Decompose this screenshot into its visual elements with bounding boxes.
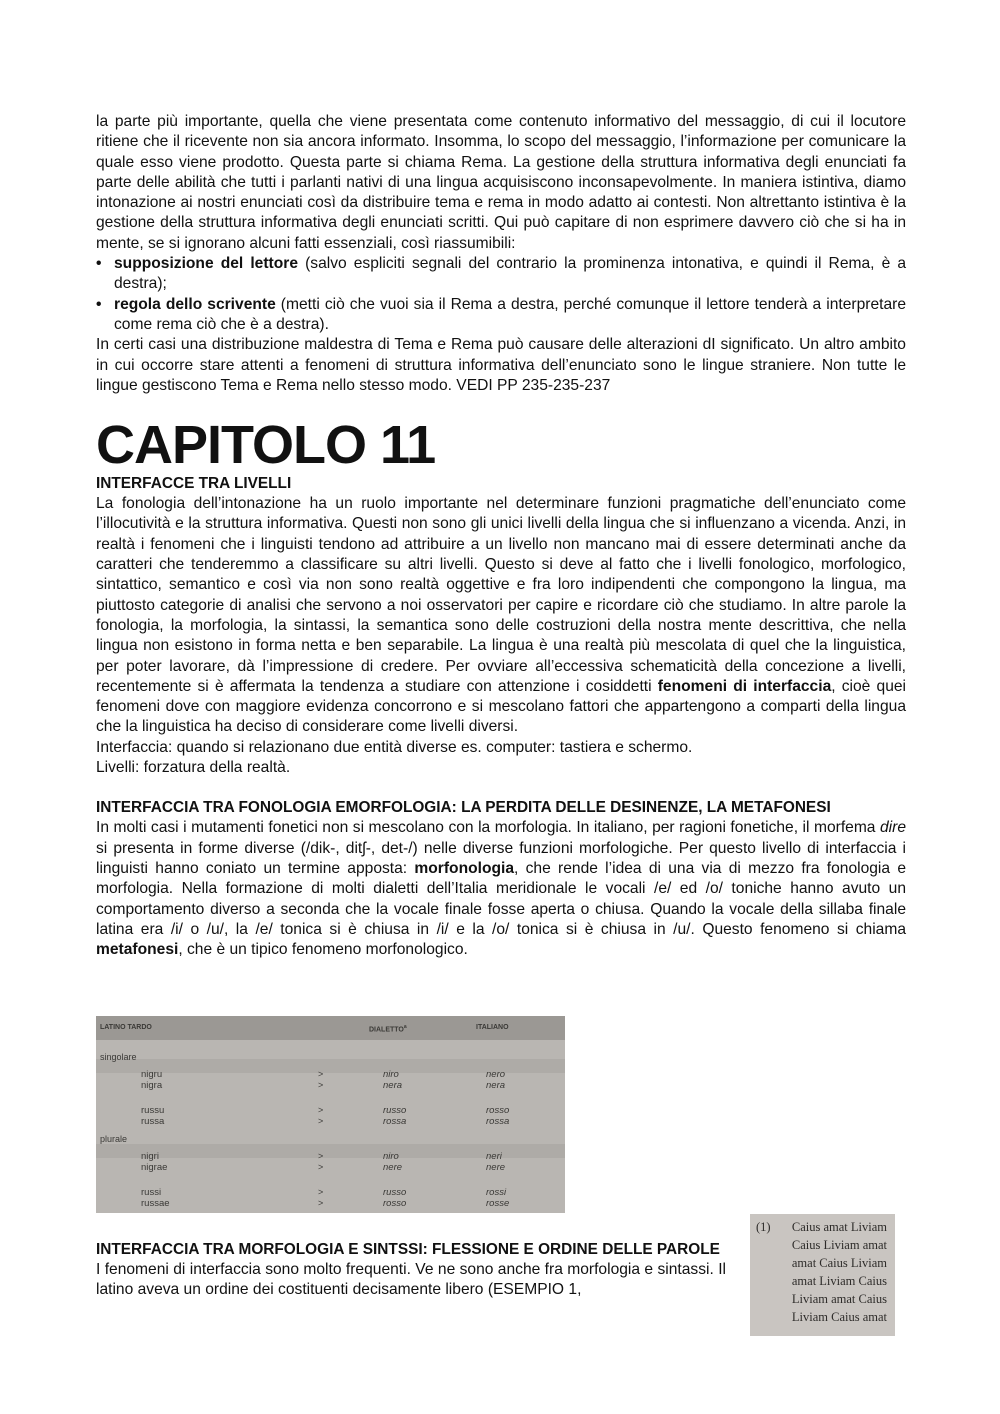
table-cell: nigrae bbox=[141, 1162, 168, 1173]
latin-example-image bbox=[750, 1214, 895, 1336]
chapter-paragraph: La fonologia dell’intonazione ha un ruolo importante nel determinare funzioni pragmatiche dell’enunciato come l’illocutività e la struttura informativa. Questi non sono gli unici livelli della lingua che si influenzano a vicenda. Anzi, in realtà i fenomeni che i linguisti tendono ad attribuire a un livello non mancano mai di essere determinati anche da caratteri che tenderemmo a classificare su altri livelli. Questo si deve al fatto che i livelli fonologico, morfologico, sintattico, semantico e così via non sono realtà oggettive e fra loro indipendenti che compongono la lingua, ma piuttosto categorie di analisi che servono a noi osservatori per capire e ricordare ciò che studiamo. In altre parole la fonologia, la morfologia, la sintassi, la semantica sono delle costruzioni della nostra mente descrittiva, che nella lingua non esistono in forma netta e ben separabile. La lingua è una realtà più mescolata di quel che la linguistica, per poter lavorare, dà l’impressione di credere. Per ovviare all’eccessiva schematicità della concezione a livelli, recentemente si è affermata la tendenza a studiare con attenzione i cosiddetti fenomeni di interfaccia, cioè quei fenomeni dove con maggiore evidenza concorrono e si mescolano fattori che appartengono a comparti della lingua che la linguistica ha deciso di considerare come livelli diversi. bbox=[96, 495, 906, 736]
bullet-list bbox=[96, 254, 906, 335]
table-cell: nera bbox=[383, 1080, 403, 1091]
table-cell: nere bbox=[383, 1162, 403, 1173]
arrow: > bbox=[318, 1151, 324, 1161]
arrow: > bbox=[318, 1080, 324, 1090]
table-cell: niro bbox=[383, 1151, 399, 1162]
table-header: ITALIANO bbox=[476, 1024, 509, 1031]
list-item bbox=[96, 254, 906, 295]
section-2 bbox=[96, 1240, 726, 1300]
table-header: DIALETTO$^a$ bbox=[369, 1024, 407, 1034]
example-line: Liviam Caius amat bbox=[791, 1310, 887, 1324]
table-cell: nigra bbox=[141, 1080, 163, 1091]
table-cell: nere bbox=[486, 1162, 506, 1173]
table-cell: rosso bbox=[486, 1105, 510, 1116]
metafonesi-table-image bbox=[96, 1016, 565, 1213]
table-cell: rosse bbox=[486, 1198, 510, 1209]
table-cell: russi bbox=[141, 1187, 162, 1198]
table-cell: russo bbox=[383, 1105, 407, 1116]
section-paragraph: In molti casi i mutamenti fonetici non si mescolano con la morfologia. In italiano, per ragioni fonetiche, il morfema dire si presenta in forme diverse (/dik-, ditʃ-, det-/) nelle diverse funzioni morfologiche. Per questo livello di interfaccia i linguisti hanno coniato un termine apposta: morfonologia, che rende l’idea di una via di mezzo fra fonologia e morfologia. Nella formazione di molti dialetti dell’Italia meridionale le vocali /e/ ed /o/ toniche hanno avuto un comportamento diverso a seconda che la vocale finale fosse aperta o chiusa. Quando la vocale della sillaba finale latina era /i/ o /u/, la /e/ tonica si è chiusa in /i/ e la /o/ tonica si è chiusa in /u/. Questo fenomeno si chiama metafonesi, che è un tipico fenomeno morfonologico. bbox=[96, 819, 907, 959]
table-cell: rossa bbox=[383, 1116, 407, 1127]
definition-interfaccia: Interfaccia: quando si relazionano due entità diverse es. computer: tastiera e schermo. bbox=[96, 738, 693, 756]
arrow: > bbox=[318, 1162, 324, 1172]
list-item bbox=[96, 295, 906, 336]
table-cell: russa bbox=[141, 1116, 165, 1127]
page-body bbox=[96, 112, 906, 960]
table-cell: russae bbox=[141, 1198, 170, 1209]
table-cell: rossi bbox=[486, 1187, 507, 1198]
section-heading: INTERFACCIA TRA FONOLOGIA EMORFOLOGIA: LA PERDITA DELLE DESINENZE, LA METAFONESI bbox=[96, 799, 831, 817]
arrow: > bbox=[318, 1116, 324, 1126]
section-heading: INTERFACCE TRA LIVELLI bbox=[96, 475, 292, 493]
group-label: plurale bbox=[100, 1134, 128, 1144]
example-line: Liviam amat Caius bbox=[791, 1292, 887, 1306]
bullet-term: supposizione del lettore bbox=[114, 255, 298, 273]
example-number: (1) bbox=[756, 1220, 771, 1234]
table-cell: nigru bbox=[141, 1069, 163, 1080]
arrow: > bbox=[318, 1187, 324, 1197]
table-cell: neri bbox=[486, 1151, 502, 1162]
group-label: singolare bbox=[100, 1052, 137, 1062]
intro-paragraph: la parte più importante, quella che viene presentata come contenuto informativo del messaggio, di cui il locutore ritiene che il ricevente non sia ancora informato. Insomma, lo scopo del messaggio, l’informazione per comunicare la quale esso viene prodotto. Questa parte si chiama Rema. La gestione della struttura informativa degli enunciati fa parte delle abilità che tutti i parlanti nativi di una lingua acquisiscono inconsapevolmente. In maniera istintiva, diamo intonazione ai nostri enunciati così da distribuire tema e rema in modo adatto ai contesti. Non altrettanto istintiva è la gestione della struttura informativa degli enunciati scritti. Qui può capitare di non esprimere davvero ciò che si ha in mente, se si ignorano alcuni fatti essenziali, così riassumibili: bbox=[96, 113, 906, 252]
definition-livelli: Livelli: forzatura della realtà. bbox=[96, 759, 291, 777]
section-heading: INTERFACCIA TRA MORFOLOGIA E SINTSSI: FLESSIONE E ORDINE DELLE PAROLE bbox=[96, 1241, 720, 1258]
section-paragraph: I fenomeni di interfaccia sono molto frequenti. Ve ne sono anche fra morfologia e sintassi. Il latino aveva un ordine dei costituenti decisamente libero (ESEMPIO 1, bbox=[96, 1261, 726, 1298]
table-cell: nero bbox=[486, 1069, 506, 1080]
table-cell: nera bbox=[486, 1080, 506, 1091]
example-line: Caius Liviam amat bbox=[791, 1238, 887, 1252]
table-cell: rosso bbox=[383, 1198, 407, 1209]
arrow: > bbox=[318, 1105, 324, 1115]
table-cell: rossa bbox=[486, 1116, 510, 1127]
table-cell: russo bbox=[383, 1187, 407, 1198]
bullet-text: (metti ciò che vuoi sia il Rema a destra, perché comunque il lettore tenderà a interpretare come rema ciò che è a destra). bbox=[114, 295, 906, 333]
intro-paragraph-2: In certi casi una distribuzione maldestra di Tema e Rema può causare delle alterazioni dI significato. Un altro ambito in cui occorre stare attenti a fenomeni di struttura informativa dell’enunciato sono le lingue straniere. Non tutte le lingue gestiscono Tema e Rema nello stesso modo. VEDI PP 235-235-237 bbox=[96, 336, 906, 394]
table-cell: niro bbox=[383, 1069, 399, 1080]
table-header: LATINO TARDO bbox=[100, 1024, 152, 1031]
example-line: amat Caius Liviam bbox=[791, 1256, 887, 1270]
bullet-text: (salvo espliciti segnali del contrario la prominenza intonativa, e quindi il Rema, è a destra); bbox=[114, 255, 906, 293]
table-cell: nigri bbox=[141, 1151, 159, 1162]
bullet-term: regola dello scrivente bbox=[114, 295, 276, 313]
arrow: > bbox=[318, 1069, 324, 1079]
example-line: Caius amat Liviam bbox=[791, 1220, 887, 1234]
arrow: > bbox=[318, 1198, 324, 1208]
table-cell: russu bbox=[141, 1105, 165, 1116]
chapter-title: CAPITOLO 11 bbox=[96, 415, 436, 476]
example-line: amat Liviam Caius bbox=[791, 1274, 887, 1288]
